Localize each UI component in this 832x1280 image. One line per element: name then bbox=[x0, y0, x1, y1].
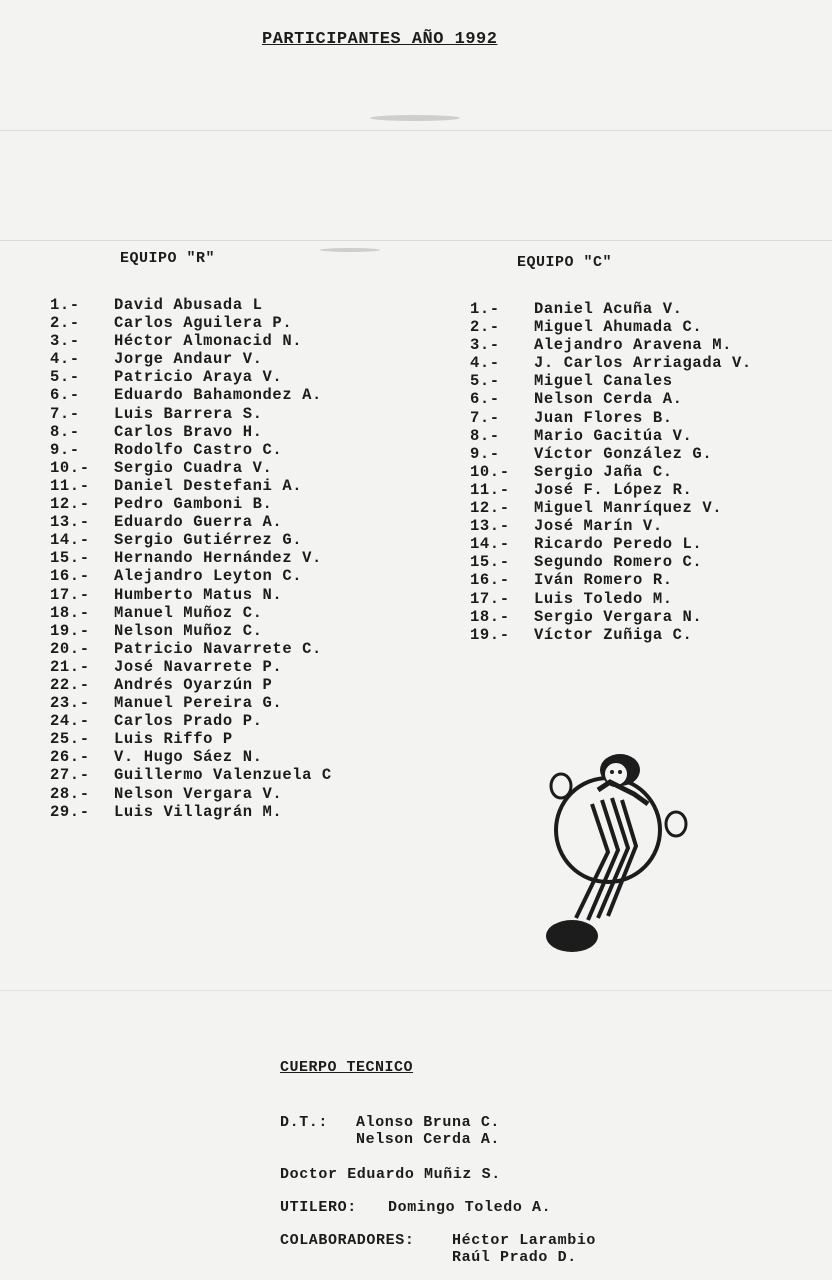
player-name: Daniel Acuña V. bbox=[534, 300, 683, 318]
player-number: 15.- bbox=[470, 553, 510, 572]
player-row bbox=[50, 658, 332, 676]
player-row bbox=[50, 459, 332, 477]
team-c-roster bbox=[470, 300, 752, 644]
player-number: 18.- bbox=[470, 607, 510, 626]
player-number: 22.- bbox=[50, 675, 90, 694]
player-name: Sergio Gutiérrez G. bbox=[114, 531, 303, 550]
player-name: Ricardo Peredo L. bbox=[534, 535, 703, 554]
player-number: 17.- bbox=[470, 589, 510, 608]
player-name: Nelson Muñoz C. bbox=[114, 621, 263, 640]
player-row bbox=[470, 427, 752, 445]
player-number: 11.- bbox=[470, 480, 510, 499]
player-row bbox=[50, 676, 332, 694]
player-name: Jorge Andaur V. bbox=[114, 350, 263, 369]
team-r-heading: EQUIPO "R" bbox=[120, 250, 216, 267]
player-row bbox=[50, 296, 332, 314]
player-row bbox=[470, 409, 752, 427]
player-name: José Navarrete P. bbox=[114, 657, 283, 676]
player-name: José F. López R. bbox=[534, 480, 693, 499]
player-row bbox=[470, 318, 752, 336]
player-number: 5.- bbox=[470, 372, 500, 391]
player-name: Víctor Zuñiga C. bbox=[534, 625, 693, 644]
player-name: Pedro Gamboni B. bbox=[114, 495, 273, 514]
dt-name: Alonso Bruna C. bbox=[356, 1114, 501, 1131]
player-number: 23.- bbox=[50, 694, 90, 713]
colaborador-name: Héctor Larambio bbox=[452, 1232, 597, 1249]
player-row bbox=[470, 517, 752, 535]
player-row bbox=[50, 712, 332, 730]
player-number: 21.- bbox=[50, 657, 90, 676]
player-number: 3.- bbox=[50, 332, 80, 351]
player-name: Andrés Oyarzún P bbox=[114, 675, 273, 694]
player-number: 14.- bbox=[50, 531, 90, 550]
player-number: 6.- bbox=[470, 390, 500, 409]
player-number: 28.- bbox=[50, 784, 90, 803]
player-number: 9.- bbox=[50, 440, 80, 459]
player-name: Luis Villagrán M. bbox=[114, 802, 283, 821]
player-row bbox=[50, 549, 332, 567]
player-name: Patricio Navarrete C. bbox=[114, 639, 322, 658]
player-row bbox=[470, 590, 752, 608]
player-row bbox=[50, 368, 332, 386]
player-name: Miguel Manríquez V. bbox=[534, 499, 723, 518]
team-r-roster bbox=[50, 296, 332, 821]
dt-name: Nelson Cerda A. bbox=[356, 1131, 501, 1148]
player-number: 5.- bbox=[50, 368, 80, 387]
player-number: 19.- bbox=[50, 621, 90, 640]
player-number: 9.- bbox=[470, 444, 500, 463]
player-row bbox=[50, 314, 332, 332]
player-number: 12.- bbox=[470, 499, 510, 518]
player-row bbox=[50, 386, 332, 404]
player-name: Eduardo Bahamondez A. bbox=[114, 386, 322, 405]
player-row bbox=[50, 694, 332, 712]
player-row bbox=[470, 535, 752, 553]
player-row bbox=[50, 441, 332, 459]
player-number: 6.- bbox=[50, 386, 80, 405]
player-number: 7.- bbox=[50, 404, 80, 423]
player-row bbox=[50, 803, 332, 821]
snowman-mascot-illustration bbox=[536, 742, 696, 962]
player-row bbox=[50, 730, 332, 748]
player-name: Mario Gacitúa V. bbox=[534, 426, 693, 445]
player-number: 13.- bbox=[470, 517, 510, 536]
player-name: Víctor González G. bbox=[534, 444, 713, 463]
player-name: Daniel Destefani A. bbox=[114, 476, 303, 495]
player-name: Luis Toledo M. bbox=[534, 589, 673, 608]
player-name: Juan Flores B. bbox=[534, 408, 673, 427]
player-row bbox=[50, 567, 332, 585]
scan-noise-line bbox=[0, 130, 832, 131]
player-number: 26.- bbox=[50, 748, 90, 767]
scan-smudge bbox=[370, 115, 460, 121]
player-name: Segundo Romero C. bbox=[534, 553, 703, 572]
staff-title: CUERPO TECNICO bbox=[280, 1059, 414, 1076]
player-row bbox=[470, 354, 752, 372]
player-row bbox=[50, 477, 332, 495]
player-name: Patricio Araya V. bbox=[114, 368, 283, 387]
player-row bbox=[50, 350, 332, 368]
player-number: 15.- bbox=[50, 549, 90, 568]
player-name: Alejandro Leyton C. bbox=[114, 567, 303, 586]
player-number: 19.- bbox=[470, 625, 510, 644]
player-row bbox=[50, 423, 332, 441]
player-number: 11.- bbox=[50, 476, 90, 495]
colaboradores-label: COLABORADORES: bbox=[280, 1232, 415, 1249]
player-name: J. Carlos Arriagada V. bbox=[534, 354, 752, 373]
player-row bbox=[470, 608, 752, 626]
player-name: Miguel Ahumada C. bbox=[534, 318, 703, 337]
player-row bbox=[470, 300, 752, 318]
player-row bbox=[50, 622, 332, 640]
player-number: 8.- bbox=[470, 426, 500, 445]
player-row bbox=[50, 586, 332, 604]
player-name: Héctor Almonacid N. bbox=[114, 332, 303, 351]
player-row bbox=[470, 481, 752, 499]
player-name: Hernando Hernández V. bbox=[114, 549, 322, 568]
player-name: Luis Barrera S. bbox=[114, 404, 263, 423]
player-number: 4.- bbox=[470, 354, 500, 373]
player-number: 2.- bbox=[470, 318, 500, 337]
player-name: Guillermo Valenzuela C bbox=[114, 766, 332, 785]
player-name: Humberto Matus N. bbox=[114, 585, 283, 604]
player-number: 4.- bbox=[50, 350, 80, 369]
scan-noise-line bbox=[0, 990, 832, 991]
team-c-heading: EQUIPO "C" bbox=[517, 254, 613, 271]
player-name: Alejandro Aravena M. bbox=[534, 336, 733, 355]
player-number: 7.- bbox=[470, 408, 500, 427]
player-name: Eduardo Guerra A. bbox=[114, 513, 283, 532]
player-name: V. Hugo Sáez N. bbox=[114, 748, 263, 767]
player-row bbox=[50, 495, 332, 513]
player-row bbox=[50, 640, 332, 658]
player-number: 3.- bbox=[470, 336, 500, 355]
player-number: 1.- bbox=[470, 300, 500, 318]
player-number: 20.- bbox=[50, 639, 90, 658]
player-number: 13.- bbox=[50, 513, 90, 532]
player-row bbox=[50, 513, 332, 531]
player-name: Sergio Cuadra V. bbox=[114, 458, 273, 477]
player-row bbox=[470, 445, 752, 463]
player-number: 24.- bbox=[50, 712, 90, 731]
player-number: 25.- bbox=[50, 730, 90, 749]
player-name: Manuel Muñoz C. bbox=[114, 603, 263, 622]
utilero-label: UTILERO: bbox=[280, 1199, 357, 1216]
player-name: Manuel Pereira G. bbox=[114, 694, 283, 713]
player-number: 10.- bbox=[470, 462, 510, 481]
player-name: Iván Romero R. bbox=[534, 571, 673, 590]
player-name: Nelson Vergara V. bbox=[114, 784, 283, 803]
player-number: 17.- bbox=[50, 585, 90, 604]
player-row bbox=[470, 553, 752, 571]
player-name: Luis Riffo P bbox=[114, 730, 233, 749]
player-row bbox=[50, 332, 332, 350]
player-name: Miguel Canales bbox=[534, 372, 673, 391]
player-number: 29.- bbox=[50, 802, 90, 821]
player-row bbox=[470, 390, 752, 408]
player-name: Rodolfo Castro C. bbox=[114, 440, 283, 459]
scan-noise-line bbox=[0, 240, 832, 241]
player-row bbox=[470, 463, 752, 481]
player-number: 2.- bbox=[50, 314, 80, 333]
utilero-name: Domingo Toledo A. bbox=[388, 1199, 552, 1216]
player-row bbox=[470, 372, 752, 390]
player-row bbox=[50, 531, 332, 549]
player-row bbox=[50, 785, 332, 803]
player-name: Carlos Prado P. bbox=[114, 712, 263, 731]
dt-label: D.T.: bbox=[280, 1114, 329, 1131]
player-row bbox=[50, 748, 332, 766]
player-name: Carlos Bravo H. bbox=[114, 422, 263, 441]
colaborador-name: Raúl Prado D. bbox=[452, 1249, 577, 1266]
player-row bbox=[470, 571, 752, 589]
player-name: David Abusada L bbox=[114, 296, 263, 314]
player-row bbox=[50, 604, 332, 622]
player-row bbox=[470, 336, 752, 354]
player-name: Nelson Cerda A. bbox=[534, 390, 683, 409]
scan-smudge bbox=[320, 248, 380, 252]
player-row bbox=[470, 499, 752, 517]
player-name: Sergio Vergara N. bbox=[534, 607, 703, 626]
player-row bbox=[470, 626, 752, 644]
player-number: 16.- bbox=[470, 571, 510, 590]
player-number: 18.- bbox=[50, 603, 90, 622]
player-name: José Marín V. bbox=[534, 517, 663, 536]
player-number: 8.- bbox=[50, 422, 80, 441]
player-number: 16.- bbox=[50, 567, 90, 586]
player-number: 10.- bbox=[50, 458, 90, 477]
player-number: 27.- bbox=[50, 766, 90, 785]
doctor-line: Doctor Eduardo Muñiz S. bbox=[280, 1166, 501, 1183]
player-number: 14.- bbox=[470, 535, 510, 554]
player-name: Sergio Jaña C. bbox=[534, 462, 673, 481]
player-row bbox=[50, 766, 332, 784]
player-number: 12.- bbox=[50, 495, 90, 514]
player-name: Carlos Aguilera P. bbox=[114, 314, 293, 333]
player-number: 1.- bbox=[50, 296, 80, 314]
player-row bbox=[50, 405, 332, 423]
page-title: PARTICIPANTES AÑO 1992 bbox=[262, 30, 498, 49]
